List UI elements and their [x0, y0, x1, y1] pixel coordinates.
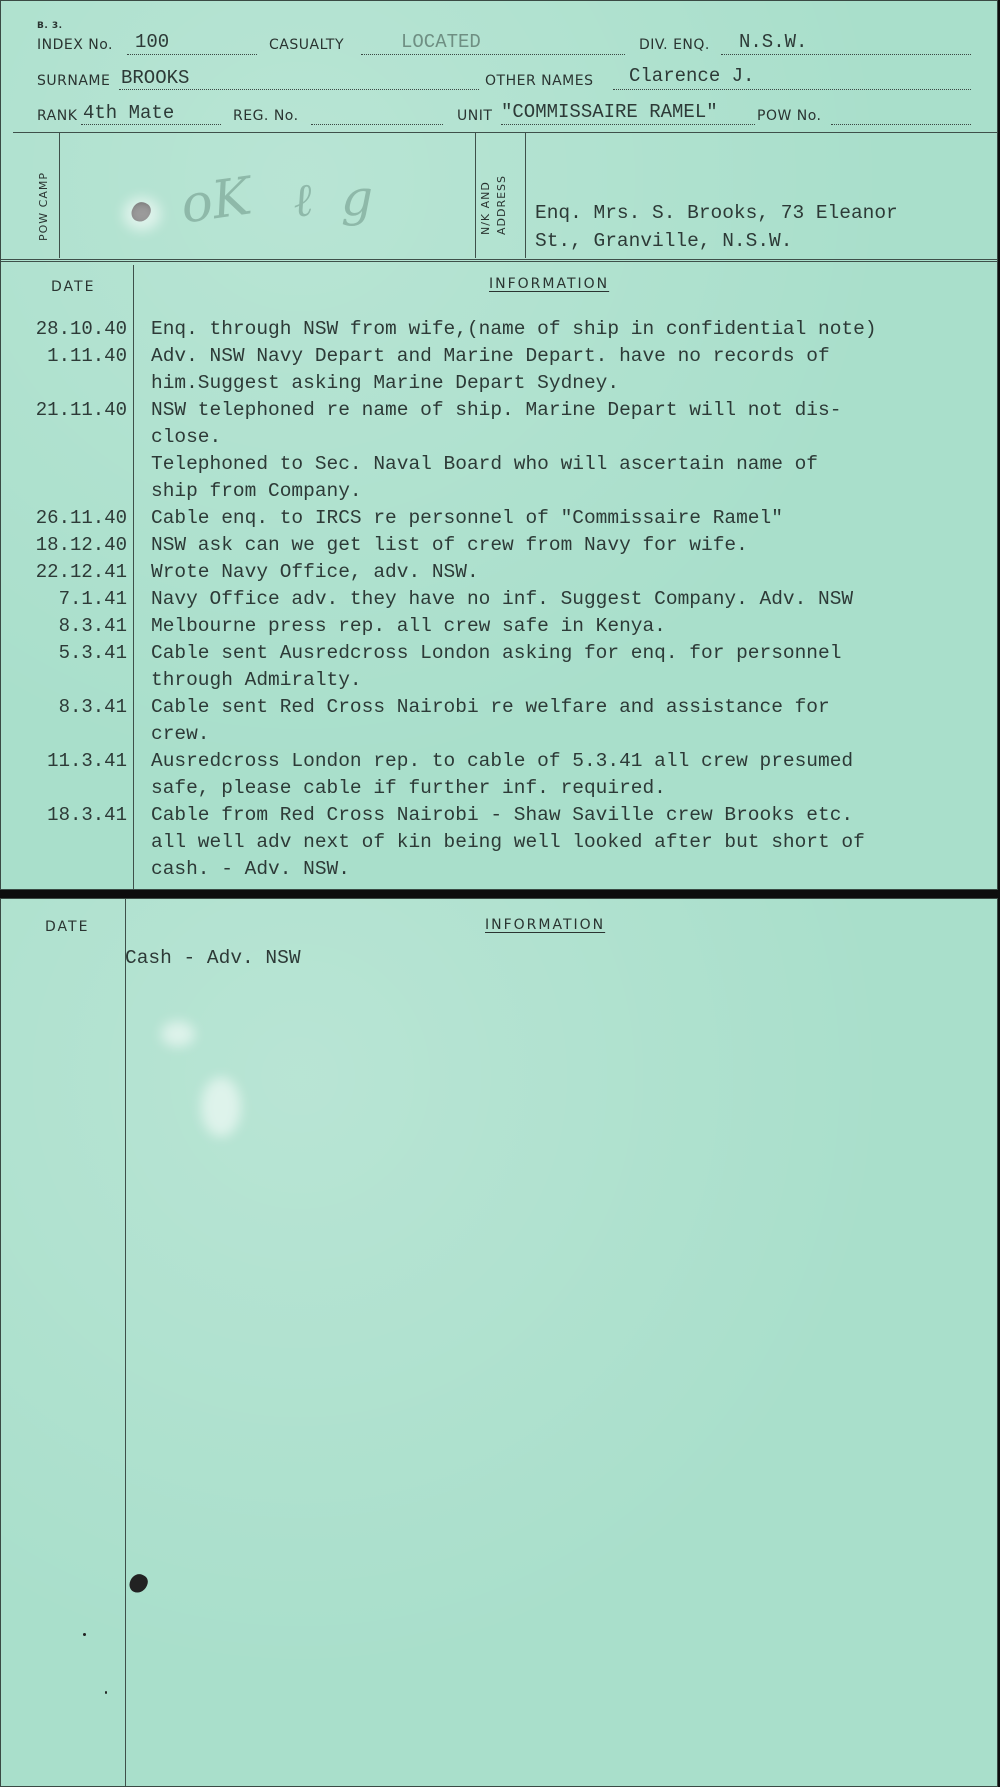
list-item: [151, 532, 991, 559]
list-item: [151, 505, 991, 532]
card-code: B. 3.: [37, 21, 63, 31]
entry-line: Cash - Adv. NSW: [125, 947, 301, 969]
entry-line: Cable sent Ausredcross London asking for enq. for personnel: [151, 642, 842, 664]
nk-label-1: N/K AND: [479, 181, 492, 235]
entry-line: Navy Office adv. they have no inf. Suggest Company. Adv. NSW: [151, 588, 854, 610]
entry-line: close.: [151, 426, 222, 448]
nk-address-line: St., Granville, N.S.W.: [535, 230, 793, 252]
surname-label: SURNAME: [37, 73, 111, 89]
entry-date: 18.3.41: [47, 804, 127, 826]
table-top-border: [1, 259, 998, 262]
entry-line: NSW ask can we get list of crew from Navy for wife.: [151, 534, 748, 556]
entry-line: Cable from Red Cross Nairobi - Shaw Saville crew Brooks etc.: [151, 804, 854, 826]
list-item: [151, 343, 991, 397]
entry-line: Melbourne press rep. all crew safe in Kenya.: [151, 615, 666, 637]
other-names-value: Clarence J.: [629, 65, 755, 87]
date-column-header: DATE: [45, 919, 90, 935]
entry-line: Cable enq. to IRCS re personnel of "Commissaire Ramel": [151, 507, 783, 529]
pow-no-label: POW No.: [757, 108, 822, 124]
entry-line: through Admiralty.: [151, 669, 362, 691]
entry-line: all well adv next of kin being well looked after but short of: [151, 831, 865, 853]
date-column-header: DATE: [51, 279, 96, 295]
entry-line: crew.: [151, 723, 210, 745]
casualty-label: CASUALTY: [269, 37, 345, 53]
entry-line: Adv. NSW Navy Depart and Marine Depart. have no records of: [151, 345, 830, 367]
list-item: [151, 694, 991, 748]
nk-label-2: ADDRESS: [495, 174, 508, 235]
reg-label: REG. No.: [233, 108, 299, 124]
list-item: [151, 397, 991, 505]
entry-line: Telephoned to Sec. Naval Board who will ascertain name of: [151, 453, 819, 475]
index-card-front: [0, 0, 998, 890]
entry-line: safe, please cable if further inf. required.: [151, 777, 666, 799]
index-label: INDEX No.: [37, 37, 114, 53]
rank-value: 4th Mate: [83, 102, 175, 124]
entry-date: 26.11.40: [35, 507, 127, 529]
unit-value: "COMMISSAIRE RAMEL": [501, 101, 718, 123]
rank-label: RANK: [37, 108, 78, 124]
entry-date: 8.3.41: [58, 696, 127, 718]
date-column-divider: [125, 899, 126, 1787]
pencil-scribble-2: ℓ: [290, 172, 315, 228]
entry-date: 21.11.40: [35, 399, 127, 421]
div-enq-label: DIV. ENQ.: [639, 37, 710, 53]
unit-label: UNIT: [457, 108, 493, 124]
div-enq-value: N.S.W.: [739, 31, 808, 53]
list-item: [151, 316, 991, 343]
surname-value: BROOKS: [121, 67, 190, 89]
entry-line: NSW telephoned re name of ship. Marine Depart will not dis-: [151, 399, 842, 421]
divider-top: [13, 132, 998, 133]
punch-mark: [127, 1571, 150, 1595]
entry-date: 18.12.40: [35, 534, 127, 556]
entry-date: 11.3.41: [47, 750, 127, 772]
information-column-header: INFORMATION: [485, 917, 606, 933]
entry-date: 5.3.41: [58, 642, 127, 664]
other-names-label: OTHER NAMES: [485, 73, 594, 89]
entry-date: 7.1.41: [58, 588, 127, 610]
nk-address: [535, 199, 995, 255]
pencil-scribble: oK: [177, 166, 255, 236]
nk-address-line: Enq. Mrs. S. Brooks, 73 Eleanor: [535, 202, 898, 224]
list-item: [151, 640, 991, 694]
list-item: [125, 945, 965, 972]
information-column-header: INFORMATION: [489, 276, 610, 292]
pow-camp-label: POW CAMP: [37, 172, 50, 241]
entry-date: 22.12.41: [35, 561, 127, 583]
pencil-scribble-3: g: [341, 169, 374, 227]
entry-line: cash. - Adv. NSW.: [151, 858, 350, 880]
list-item: [151, 559, 991, 586]
entry-line: ship from Company.: [151, 480, 362, 502]
index-card-back: [0, 898, 998, 1787]
entry-line: him.Suggest asking Marine Depart Sydney.: [151, 372, 620, 394]
entry-line: Ausredcross London rep. to cable of 5.3.41 all crew presumed: [151, 750, 854, 772]
entry-date: 8.3.41: [58, 615, 127, 637]
entry-date: 28.10.40: [35, 318, 127, 340]
casualty-value: LOCATED: [401, 31, 481, 53]
entry-line: Enq. through NSW from wife,(name of ship in confidential note): [151, 318, 877, 340]
entry-date: 1.11.40: [47, 345, 127, 367]
entry-line: Wrote Navy Office, adv. NSW.: [151, 561, 479, 583]
list-item: [151, 748, 991, 802]
list-item: [151, 586, 991, 613]
index-value: 100: [135, 31, 170, 53]
entry-line: Cable sent Red Cross Nairobi re welfare and assistance for: [151, 696, 830, 718]
list-item: [151, 613, 991, 640]
date-column-divider: [133, 265, 134, 890]
list-item: [151, 802, 991, 883]
